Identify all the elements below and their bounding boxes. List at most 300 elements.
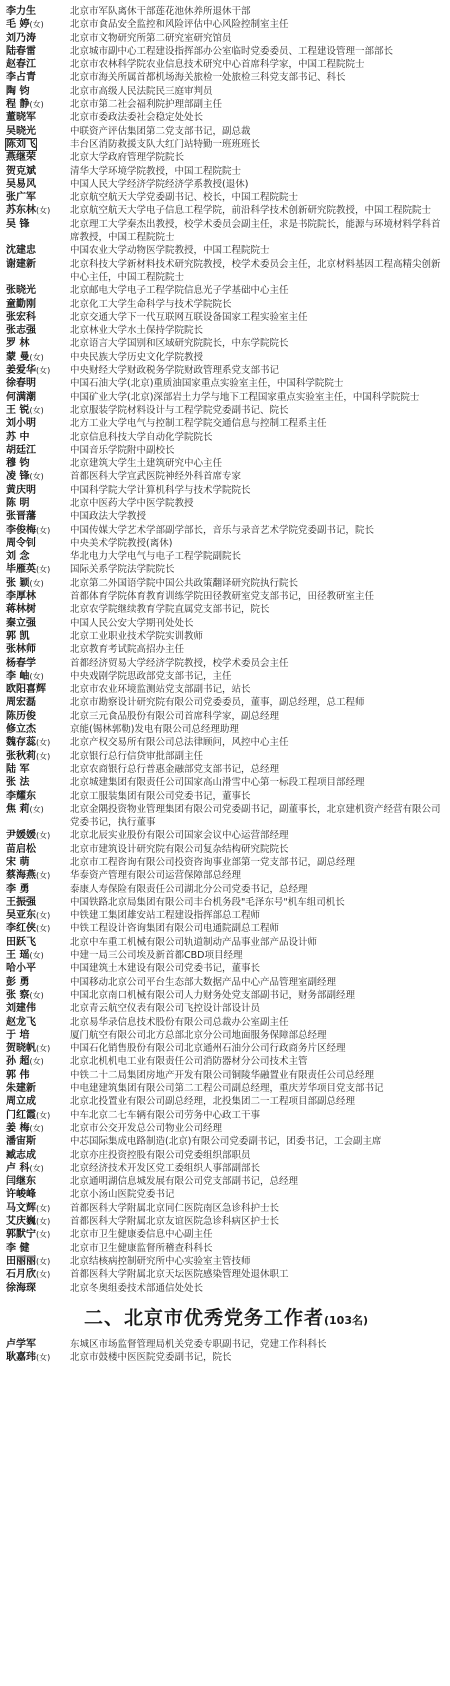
honoree-name	[6, 431, 70, 444]
honoree-title: 北京市海关所属首都机场海关旅检一处旅检三科党支部书记、科长	[70, 72, 346, 84]
list-item	[6, 1135, 446, 1148]
honoree-name	[6, 710, 70, 723]
list-item	[6, 630, 446, 643]
female-mark: (女)	[36, 565, 51, 575]
list-item	[6, 391, 446, 404]
honoree-title: 中央戏剧学院思政部党支部书记，主任	[70, 670, 232, 682]
honoree-title: 北京产权交易所有限公司总法律顾问，风控中心主任	[70, 737, 289, 749]
honoree-name-text: 张林师	[6, 644, 36, 656]
honoree-name-text: 吴晓光	[6, 125, 36, 137]
honoree-name	[6, 444, 70, 457]
honoree-title: 北京冬奥组委技术部通信处处长	[70, 1282, 204, 1294]
female-mark: (女)	[29, 1123, 44, 1133]
honoree-title: 北京结核病控制研究所中心实验室主管技师	[70, 1255, 251, 1267]
list-item	[6, 989, 446, 1002]
list-item	[6, 922, 446, 935]
honoree-name	[6, 1268, 70, 1281]
female-mark: (女)	[29, 951, 44, 961]
honoree-name	[6, 976, 70, 989]
honoree-name-text: 修立杰	[6, 724, 36, 736]
honoree-name-text: 罗 林	[6, 338, 30, 350]
honoree-name-text: 郭 伟	[6, 1069, 30, 1081]
honoree-name	[6, 524, 70, 537]
honoree-name-text: 耿嘉玮	[6, 1352, 36, 1364]
honoree-title: 北京中医药大学中医学院教授	[70, 497, 194, 509]
honoree-name	[6, 1122, 70, 1135]
female-mark: (女)	[36, 1353, 51, 1363]
honoree-name	[6, 936, 70, 949]
honoree-title: 中国石油大学(北京)重质油国家重点实验室主任，中国科学院院士	[70, 378, 344, 390]
section-heading	[6, 1303, 446, 1330]
honoree-name-text: 张晋藩	[6, 511, 36, 523]
honoree-title: 北京北投置业有限公司副总经理，北投集团二一工程项目部副总经理	[70, 1096, 356, 1108]
honoree-name	[6, 151, 70, 164]
honoree-name	[6, 125, 70, 138]
list-item	[6, 550, 446, 563]
honoree-name-text: 彭 勇	[6, 976, 30, 988]
honoree-name-text: 蔡海燕	[6, 870, 36, 882]
honoree-title: 中联资产评估集团第二党支部书记，副总裁	[70, 125, 251, 137]
honoree-name	[6, 776, 70, 789]
list-item	[6, 563, 446, 576]
list-item	[6, 470, 446, 483]
honoree-name	[6, 1215, 70, 1228]
honoree-name	[6, 1175, 70, 1188]
honoree-name-text: 陆 军	[6, 763, 30, 775]
honoree-name-text: 王 锐	[6, 404, 30, 416]
honoree-title: 北京市农业环境监测站党支部副书记，站长	[70, 684, 251, 696]
honoree-name	[6, 1002, 70, 1015]
female-mark: (女)	[36, 1256, 51, 1266]
honoree-name	[6, 510, 70, 523]
honoree-name-text: 吴 锋	[6, 218, 30, 230]
honoree-name	[6, 138, 70, 151]
honoree-title: 中国传媒大学艺术学部副学部长，音乐与录音艺术学院党委副书记，院长	[70, 524, 375, 536]
honoree-name-text: 郭默宁	[6, 1229, 36, 1241]
list-item	[6, 736, 446, 749]
honoree-title: 中国移动北京公司平台生态部大数据产品中心产品管理室副经理	[70, 976, 337, 988]
list-item	[6, 151, 446, 164]
list-item	[6, 603, 446, 616]
honoree-name-text: 童勤刚	[6, 298, 36, 310]
honoree-title: 北京北辰实业股份有限公司国家会议中心运营部经理	[70, 830, 289, 842]
honoree-title: 京能(锡林郭勒)发电有限公司总经理助理	[70, 724, 239, 736]
honoree-title: 北京邮电大学电子工程学院信息光子学基础中心主任	[70, 285, 289, 297]
list-item	[6, 32, 446, 45]
list-item	[6, 1268, 446, 1281]
honoree-name	[6, 1055, 70, 1068]
list-item	[6, 1002, 446, 1015]
list-item	[6, 1351, 446, 1364]
honoree-name	[6, 324, 70, 337]
honoree-name	[6, 71, 70, 84]
honoree-name-text: 刘小明	[6, 418, 36, 430]
list-item	[6, 85, 446, 98]
honoree-name	[6, 5, 70, 18]
female-mark: (女)	[36, 525, 51, 535]
honoree-name-text: 卢学军	[6, 1338, 36, 1350]
honoree-title: 中国北京南口机械有限公司人力财务处党支部副书记，财务部副经理	[70, 989, 356, 1001]
honoree-name-text: 田丽丽	[6, 1255, 36, 1267]
honoree-name-text: 张 察	[6, 989, 30, 1001]
list-item	[6, 590, 446, 603]
honoree-name	[6, 643, 70, 656]
list-item	[6, 111, 446, 124]
honoree-name-text: 李俊梅	[6, 524, 36, 536]
list-item	[6, 1095, 446, 1108]
list-item	[6, 1282, 446, 1295]
honoree-name-text: 宋 萌	[6, 857, 30, 868]
list-item	[6, 896, 446, 909]
honoree-title: 北京市军队离休干部莲花池休养所退休干部	[70, 6, 251, 17]
honoree-name-text: 何满潮	[6, 391, 36, 403]
honoree-name	[6, 244, 70, 257]
honoree-title: 北京中车重工机械有限公司轨道制动产品事业部产品设计师	[70, 936, 318, 948]
honoree-name	[6, 165, 70, 178]
list-item	[6, 936, 446, 949]
honoree-name-text: 焦 莉	[6, 803, 30, 815]
honoree-title: 华泰资产管理有限公司运营保障部总经理	[70, 870, 242, 882]
list-item	[6, 1215, 446, 1228]
honoree-name-text: 陈 明	[6, 497, 30, 509]
honoree-name-text: 朱建新	[6, 1083, 36, 1095]
list-item	[6, 165, 446, 178]
female-mark: (女)	[29, 100, 44, 110]
honoree-name	[6, 537, 70, 550]
female-mark: (女)	[29, 352, 44, 362]
honoree-title: 北京服装学院材料设计与工程学院党委副书记、院长	[70, 404, 289, 416]
female-mark: (女)	[36, 1203, 51, 1213]
list-item	[6, 1202, 446, 1215]
list-item	[6, 510, 446, 523]
honoree-title: 中国铁路北京局集团有限公司丰台机务段"毛泽东号"机车组司机长	[70, 896, 345, 908]
honoree-name-text: 姜 梅	[6, 1122, 30, 1134]
list-item	[6, 643, 446, 656]
honoree-name	[6, 1082, 70, 1095]
honoree-title: 厦门航空有限公司北方总部北京分公司地面服务保障部总经理	[70, 1029, 327, 1041]
honoree-name-text: 谢建新	[6, 258, 36, 270]
honoree-name-text: 苏 中	[6, 431, 30, 443]
female-mark: (女)	[36, 751, 51, 761]
female-mark: (女)	[36, 1110, 51, 1120]
list-item	[6, 351, 446, 364]
list-item	[6, 670, 446, 683]
honoree-title: 中铁二十二局集团房地产开发有限公司铜陵华融置业有限责任公司总经理	[70, 1069, 375, 1081]
honoree-name-text: 李占青	[6, 72, 36, 84]
honoree-name-text: 秦立强	[6, 617, 36, 629]
honoree-name	[6, 298, 70, 311]
female-mark: (女)	[36, 206, 51, 216]
honoree-title: 首都医科大学附属北京友谊医院急诊科病区护士长	[70, 1216, 280, 1228]
honoree-title: 中国政法大学教授	[70, 511, 147, 523]
honoree-name	[6, 922, 70, 935]
honoree-name-text: 欧阳喜辉	[6, 684, 46, 696]
list-item	[6, 444, 446, 457]
list-item	[6, 1082, 446, 1095]
list-item	[6, 577, 446, 590]
female-mark: (女)	[29, 990, 44, 1000]
list-item	[6, 377, 446, 390]
honoree-name-text: 李 勇	[6, 883, 30, 895]
honoree-name-text: 赵龙飞	[6, 1016, 36, 1028]
honoree-title: 中国科学院大学计算机科学与技术学院院长	[70, 484, 251, 496]
list-item	[6, 178, 446, 191]
female-mark: (女)	[36, 1270, 51, 1280]
honoree-name-text: 胡廷江	[6, 444, 36, 456]
list-item	[6, 856, 446, 869]
honoree-title: 北京市委政法委社会稳定处处长	[70, 112, 204, 124]
list-item	[6, 457, 446, 470]
list-item	[6, 843, 446, 856]
list-item	[6, 138, 446, 151]
honoree-name	[6, 1016, 70, 1029]
honoree-title: 中铁工程设计咨询集团有限公司电通院副总工程师	[70, 923, 280, 935]
list-item	[6, 244, 446, 257]
honoree-title: 中电建建筑集团有限公司第二工程公司副总经理，重庆芳华项目党支部书记	[70, 1083, 384, 1095]
list-item	[6, 58, 446, 71]
list-item	[6, 337, 446, 350]
list-item	[6, 484, 446, 497]
female-mark: (女)	[36, 738, 51, 748]
female-mark: (女)	[29, 472, 44, 482]
honoree-name-text: 闫继东	[6, 1176, 36, 1188]
female-mark: (女)	[36, 924, 51, 934]
female-mark: (女)	[36, 1044, 51, 1054]
honoree-name	[6, 18, 70, 31]
honoree-title: 北京航空航天大学电子信息工程学院，前沿科学技术创新研究院教授，中国工程院院士	[70, 205, 432, 217]
honoree-title: 北京农商银行总行普惠金融部党支部书记，总经理	[70, 763, 280, 775]
honoree-title: 泰康人寿保险有限责任公司湖北分公司党委书记，总经理	[70, 883, 308, 895]
female-mark: (女)	[29, 578, 44, 588]
honoree-title: 北京工服装集团有限公司党委书记，董事长	[70, 790, 251, 802]
list-item	[6, 1338, 446, 1351]
list-item	[6, 524, 446, 537]
honoree-title: 北京信息科技大学自动化学院院长	[70, 431, 213, 443]
list-item	[6, 723, 446, 736]
list-item	[6, 949, 446, 962]
female-mark: (女)	[29, 1057, 44, 1067]
list-item	[6, 125, 446, 138]
list-item	[6, 617, 446, 630]
honoree-name	[6, 630, 70, 643]
honoree-name	[6, 736, 70, 749]
honoree-name	[6, 856, 70, 869]
female-mark: (女)	[36, 1230, 51, 1240]
list-item	[6, 98, 446, 111]
honoree-name	[6, 869, 70, 882]
honoree-name	[6, 1338, 70, 1351]
honoree-name-text: 陶 钧	[6, 85, 30, 97]
honoree-name-text: 张 法	[6, 777, 30, 789]
list-item	[6, 883, 446, 896]
honoree-title: 中建一局三公司埃及新首都CBD项目经理	[70, 950, 243, 962]
honoree-name-text: 毛 婷	[6, 19, 30, 31]
honoree-name	[6, 829, 70, 842]
honoree-name	[6, 550, 70, 563]
honoree-name-text: 张晓光	[6, 285, 36, 297]
honoree-name	[6, 1149, 70, 1162]
honoree-title: 首都医科大学附属北京天坛医院感染管理处退休职工	[70, 1269, 289, 1281]
honoree-name-text: 徐海琛	[6, 1282, 36, 1294]
honoree-name	[6, 1202, 70, 1215]
honoree-name	[6, 750, 70, 763]
honoree-title: 北京银行总行信贷审批部副主任	[70, 750, 204, 762]
honoree-title: 北京交通大学下一代互联网互联设备国家工程实验室主任	[70, 311, 308, 323]
list-item	[6, 1149, 446, 1162]
list-item	[6, 1175, 446, 1188]
honoree-name	[6, 178, 70, 191]
list-item	[6, 869, 446, 882]
honoree-title: 北京建筑大学生土建筑研究中心主任	[70, 458, 223, 470]
female-mark: (女)	[36, 871, 51, 881]
honoree-name	[6, 98, 70, 111]
honoree-title: 北京市卫生健康监督所稽查科科长	[70, 1242, 213, 1254]
list-item	[6, 71, 446, 84]
honoree-name	[6, 1029, 70, 1042]
honoree-title: 北京市农林科学院农业信息技术研究中心首席科学家，中国工程院院士	[70, 59, 365, 71]
honoree-title: 华北电力大学电气与电子工程学院副院长	[70, 551, 242, 563]
honoree-name	[6, 1282, 70, 1295]
list-item	[6, 657, 446, 670]
list-item	[6, 284, 446, 297]
honoree-title: 北京市公交开发总公司物业公司经理	[70, 1122, 223, 1134]
honoree-title: 北京市建筑设计研究院有限公司复杂结构研究院院长	[70, 843, 289, 855]
list-item	[6, 909, 446, 922]
list-item	[6, 497, 446, 510]
section-heading-count: (103名)	[323, 1313, 369, 1327]
honoree-name	[6, 670, 70, 683]
honoree-name-text: 刘 念	[6, 551, 30, 563]
honoree-name-text: 尹媛媛	[6, 830, 36, 842]
list-item	[6, 404, 446, 417]
list-item	[6, 1188, 446, 1201]
list-item	[6, 311, 446, 324]
honoree-title: 北京教育考试院高招办主任	[70, 644, 185, 656]
honoree-title: 北京城建集团有限责任公司国家高山滑雪中心第一标段工程项目部经理	[70, 777, 365, 789]
honoree-name	[6, 457, 70, 470]
section-heading-title: 二、北京市优秀党务工作者	[83, 1306, 324, 1329]
honoree-name	[6, 563, 70, 576]
female-mark: (女)	[36, 366, 51, 376]
honoree-name-text: 姜爱华	[6, 365, 36, 377]
female-mark: (女)	[29, 20, 44, 30]
honoree-title: 中国矿业大学(北京)深部岩土力学与地下工程国家重点实验室主任，中国科学院院士	[70, 391, 420, 403]
honoree-name	[6, 284, 70, 297]
honoree-name-text: 周立成	[6, 1096, 36, 1108]
honoree-name	[6, 949, 70, 962]
honoree-name	[6, 85, 70, 98]
list-item	[6, 417, 446, 430]
honoree-name	[6, 218, 70, 231]
honoree-name	[6, 696, 70, 709]
honoree-name-text: 孙 超	[6, 1056, 30, 1068]
honoree-name-text: 杨春学	[6, 657, 36, 669]
list-item	[6, 829, 446, 842]
honoree-name-text: 凌 锋	[6, 471, 30, 483]
honoree-title: 东城区市场监督管理局机关党委专职副书记，党建工作科科长	[70, 1338, 327, 1350]
list-item	[6, 258, 446, 285]
list-item	[6, 364, 446, 377]
honoree-title: 北京三元食品股份有限公司首席科学家，副总经理	[70, 710, 280, 722]
honoree-name-text: 卢 科	[6, 1162, 30, 1174]
honoree-title: 中国人民公安大学期刊处处长	[70, 617, 194, 629]
honoree-name	[6, 58, 70, 71]
honoree-name	[6, 843, 70, 856]
honoree-name	[6, 470, 70, 483]
honoree-title: 北京航空航天大学党委副书记、校长，中国工程院院士	[70, 192, 299, 204]
honoree-name	[6, 377, 70, 390]
honoree-name-text: 张 颖	[6, 577, 30, 589]
honoree-title: 中车北京二七车辆有限公司劳务中心政工干事	[70, 1109, 261, 1121]
honoree-name	[6, 1255, 70, 1268]
honoree-name	[6, 803, 70, 816]
honoree-title: 首都医科大学宣武医院神经外科首席专家	[70, 471, 242, 483]
honoree-name-text: 毕雁英	[6, 564, 36, 576]
honoree-title: 北京青云航空仪表有限公司飞控设计部设计员	[70, 1003, 261, 1015]
honoree-title: 北京第二外国语学院中国公共政策翻译研究院执行院长	[70, 577, 299, 589]
honoree-name-text: 王振强	[6, 896, 36, 908]
honoree-name	[6, 1351, 70, 1364]
honoree-title: 北京市文物研究所第二研究室研究馆员	[70, 32, 232, 44]
honoree-name	[6, 1188, 70, 1201]
list-item	[6, 18, 446, 31]
honoree-name-text: 苏东林	[6, 205, 36, 217]
honoree-name	[6, 790, 70, 803]
honoree-name-text: 张宏科	[6, 311, 36, 323]
honoree-name-text: 李耀东	[6, 790, 36, 802]
honoree-name-text: 周令钊	[6, 537, 36, 549]
honoree-name	[6, 1042, 70, 1055]
honoree-name-text: 周宏磊	[6, 697, 36, 709]
honoree-name-text: 于 培	[6, 1029, 30, 1041]
honoree-name	[6, 351, 70, 364]
honoree-title: 北京市卫生健康委信息中心副主任	[70, 1229, 213, 1241]
honoree-title: 首都体育学院体育教育训练学院田径教研室党支部书记，田径教研室主任	[70, 591, 375, 603]
honoree-name	[6, 391, 70, 404]
honoree-name-text: 张秋莉	[6, 750, 36, 762]
honoree-name	[6, 311, 70, 324]
honoree-name-text: 燕继荣	[6, 152, 36, 164]
honoree-name-text: 黄庆明	[6, 484, 36, 496]
list-item	[6, 1242, 446, 1255]
honoree-list-section-2	[6, 1338, 446, 1365]
honoree-title: 中央美术学院教授(离休)	[70, 537, 173, 549]
honoree-name-text: 魏存蕊	[6, 737, 36, 749]
list-item	[6, 776, 446, 789]
list-item	[6, 204, 446, 217]
honoree-name-text: 张广军	[6, 192, 36, 204]
list-item	[6, 1042, 446, 1055]
honoree-name-text: 艾庆巍	[6, 1216, 36, 1228]
honoree-title: 国际关系学院法学院院长	[70, 564, 175, 576]
honoree-title: 北京金隅投资物业管理集团有限公司党委副书记，副董事长，北京建机资产经营有限公司党委书记，执行董事	[70, 803, 441, 829]
honoree-name-text: 哈小平	[6, 963, 36, 975]
honoree-title: 北京市鼓楼中医医院党委副书记，院长	[70, 1352, 232, 1364]
list-item	[6, 696, 446, 709]
list-item	[6, 1122, 446, 1135]
honoree-title: 北京化工大学生命科学与技术学院院长	[70, 298, 232, 310]
honoree-title: 清华大学环境学院教授，中国工程院院士	[70, 165, 242, 177]
honoree-name-text: 臧志成	[6, 1149, 36, 1161]
honoree-title: 北京林业大学水土保持学院院长	[70, 325, 204, 337]
honoree-name	[6, 883, 70, 896]
honoree-title: 北京市高级人民法院民三庭审判员	[70, 85, 213, 97]
female-mark: (女)	[29, 1163, 44, 1173]
honoree-name-text: 陆春雷	[6, 45, 36, 57]
list-item	[6, 1029, 446, 1042]
honoree-name-text: 石月欣	[6, 1269, 36, 1281]
honoree-title: 北京小汤山医院党委书记	[70, 1189, 175, 1201]
